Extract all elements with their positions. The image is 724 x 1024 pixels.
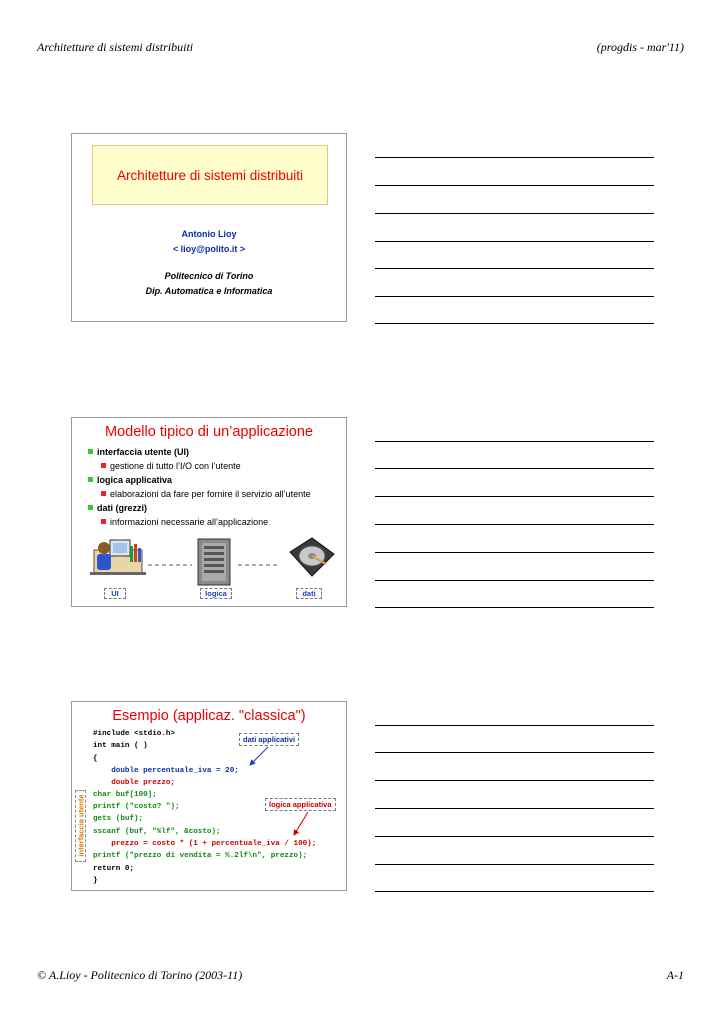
slide-1-title-box <box>92 145 328 205</box>
slide-2 <box>71 417 347 607</box>
sub-bullet-label: gestione di tutto l’I/O con l’utente <box>110 461 241 471</box>
callout-logic: logica applicativa <box>265 798 336 811</box>
slide-1-title: Architetture di sistemi distribuiti <box>116 167 304 183</box>
label-ui: UI <box>104 588 126 599</box>
bullet-square-icon <box>88 505 93 510</box>
code-line-data: double percentuale_iva = 20; <box>93 767 239 775</box>
user-computer-icon <box>90 540 146 575</box>
code-line-ui: char buf[100]; <box>93 791 157 799</box>
bullet-label: logica applicativa <box>97 475 173 485</box>
label-logic: logica <box>200 588 232 599</box>
code-line-logic: prezzo = costo * (1 + percentuale_iva / 100); <box>93 840 317 848</box>
author-email: < lioy@polito.it > <box>172 244 246 254</box>
code-line: } <box>93 877 98 885</box>
arrow-logic <box>294 812 308 835</box>
code-line-ui: printf ("prezzo di vendita = %.2lf\n", prezzo); <box>93 852 308 860</box>
code-line-ui: gets (buf); <box>93 815 144 823</box>
bullet-label: dati (grezzi) <box>97 503 148 513</box>
callout-arrows <box>72 702 348 892</box>
sub-bullet-ui <box>101 461 241 471</box>
institution: Politecnico di Torino <box>164 271 254 281</box>
bullet-ui <box>88 447 189 457</box>
server-icon <box>198 539 230 585</box>
sub-bullet-label: informazioni necessarie all’applicazione <box>110 517 269 527</box>
sub-bullet-label: elaborazioni da fare per fornire il servizio all’utente <box>110 489 311 499</box>
footer-page-number: A-1 <box>666 968 684 982</box>
callout-data: dati applicativi <box>239 733 299 746</box>
header-course: (progdis - mar'11) <box>596 40 684 54</box>
code-line: #include <stdio.h> <box>93 730 176 738</box>
slide-1 <box>71 133 347 322</box>
arrow-data <box>250 747 268 765</box>
slide-3 <box>71 701 347 891</box>
hard-disk-icon <box>290 538 334 576</box>
code-line: int main ( ) <box>93 742 148 750</box>
slide-3-title: Esempio (applicaz. "classica") <box>112 708 306 724</box>
callout-ui-label: interfaccia utente <box>76 794 86 857</box>
bullet-square-icon <box>88 449 93 454</box>
bullet-square-icon <box>101 519 106 524</box>
bullet-square-icon <box>101 463 106 468</box>
footer-copyright: © A.Lioy - Politecnico di Torino (2003-11) <box>37 968 243 982</box>
sub-bullet-logic <box>101 489 311 499</box>
bullet-square-icon <box>101 491 106 496</box>
slide-2-title: Modello tipico di un’applicazione <box>105 424 313 440</box>
bullet-label: interfaccia utente (UI) <box>97 447 190 457</box>
code-line-ui: sscanf (buf, "%lf", &costo); <box>93 828 221 836</box>
architecture-diagram <box>72 536 348 588</box>
author-name: Antonio Lioy <box>181 229 237 239</box>
label-data: dati <box>296 588 322 599</box>
header-title: Architetture di sistemi distribuiti <box>37 40 194 54</box>
callout-ui <box>75 790 86 862</box>
bullet-logic <box>88 475 172 485</box>
sub-bullet-data <box>101 517 268 527</box>
code-line: { <box>93 755 98 763</box>
department: Dip. Automatica e Informatica <box>145 286 273 296</box>
code-line: return 0; <box>93 865 135 873</box>
bullet-data <box>88 503 147 513</box>
bullet-square-icon <box>88 477 93 482</box>
code-line-ui: printf ("costo? "); <box>93 803 180 811</box>
code-line-data: double prezzo; <box>93 779 176 787</box>
